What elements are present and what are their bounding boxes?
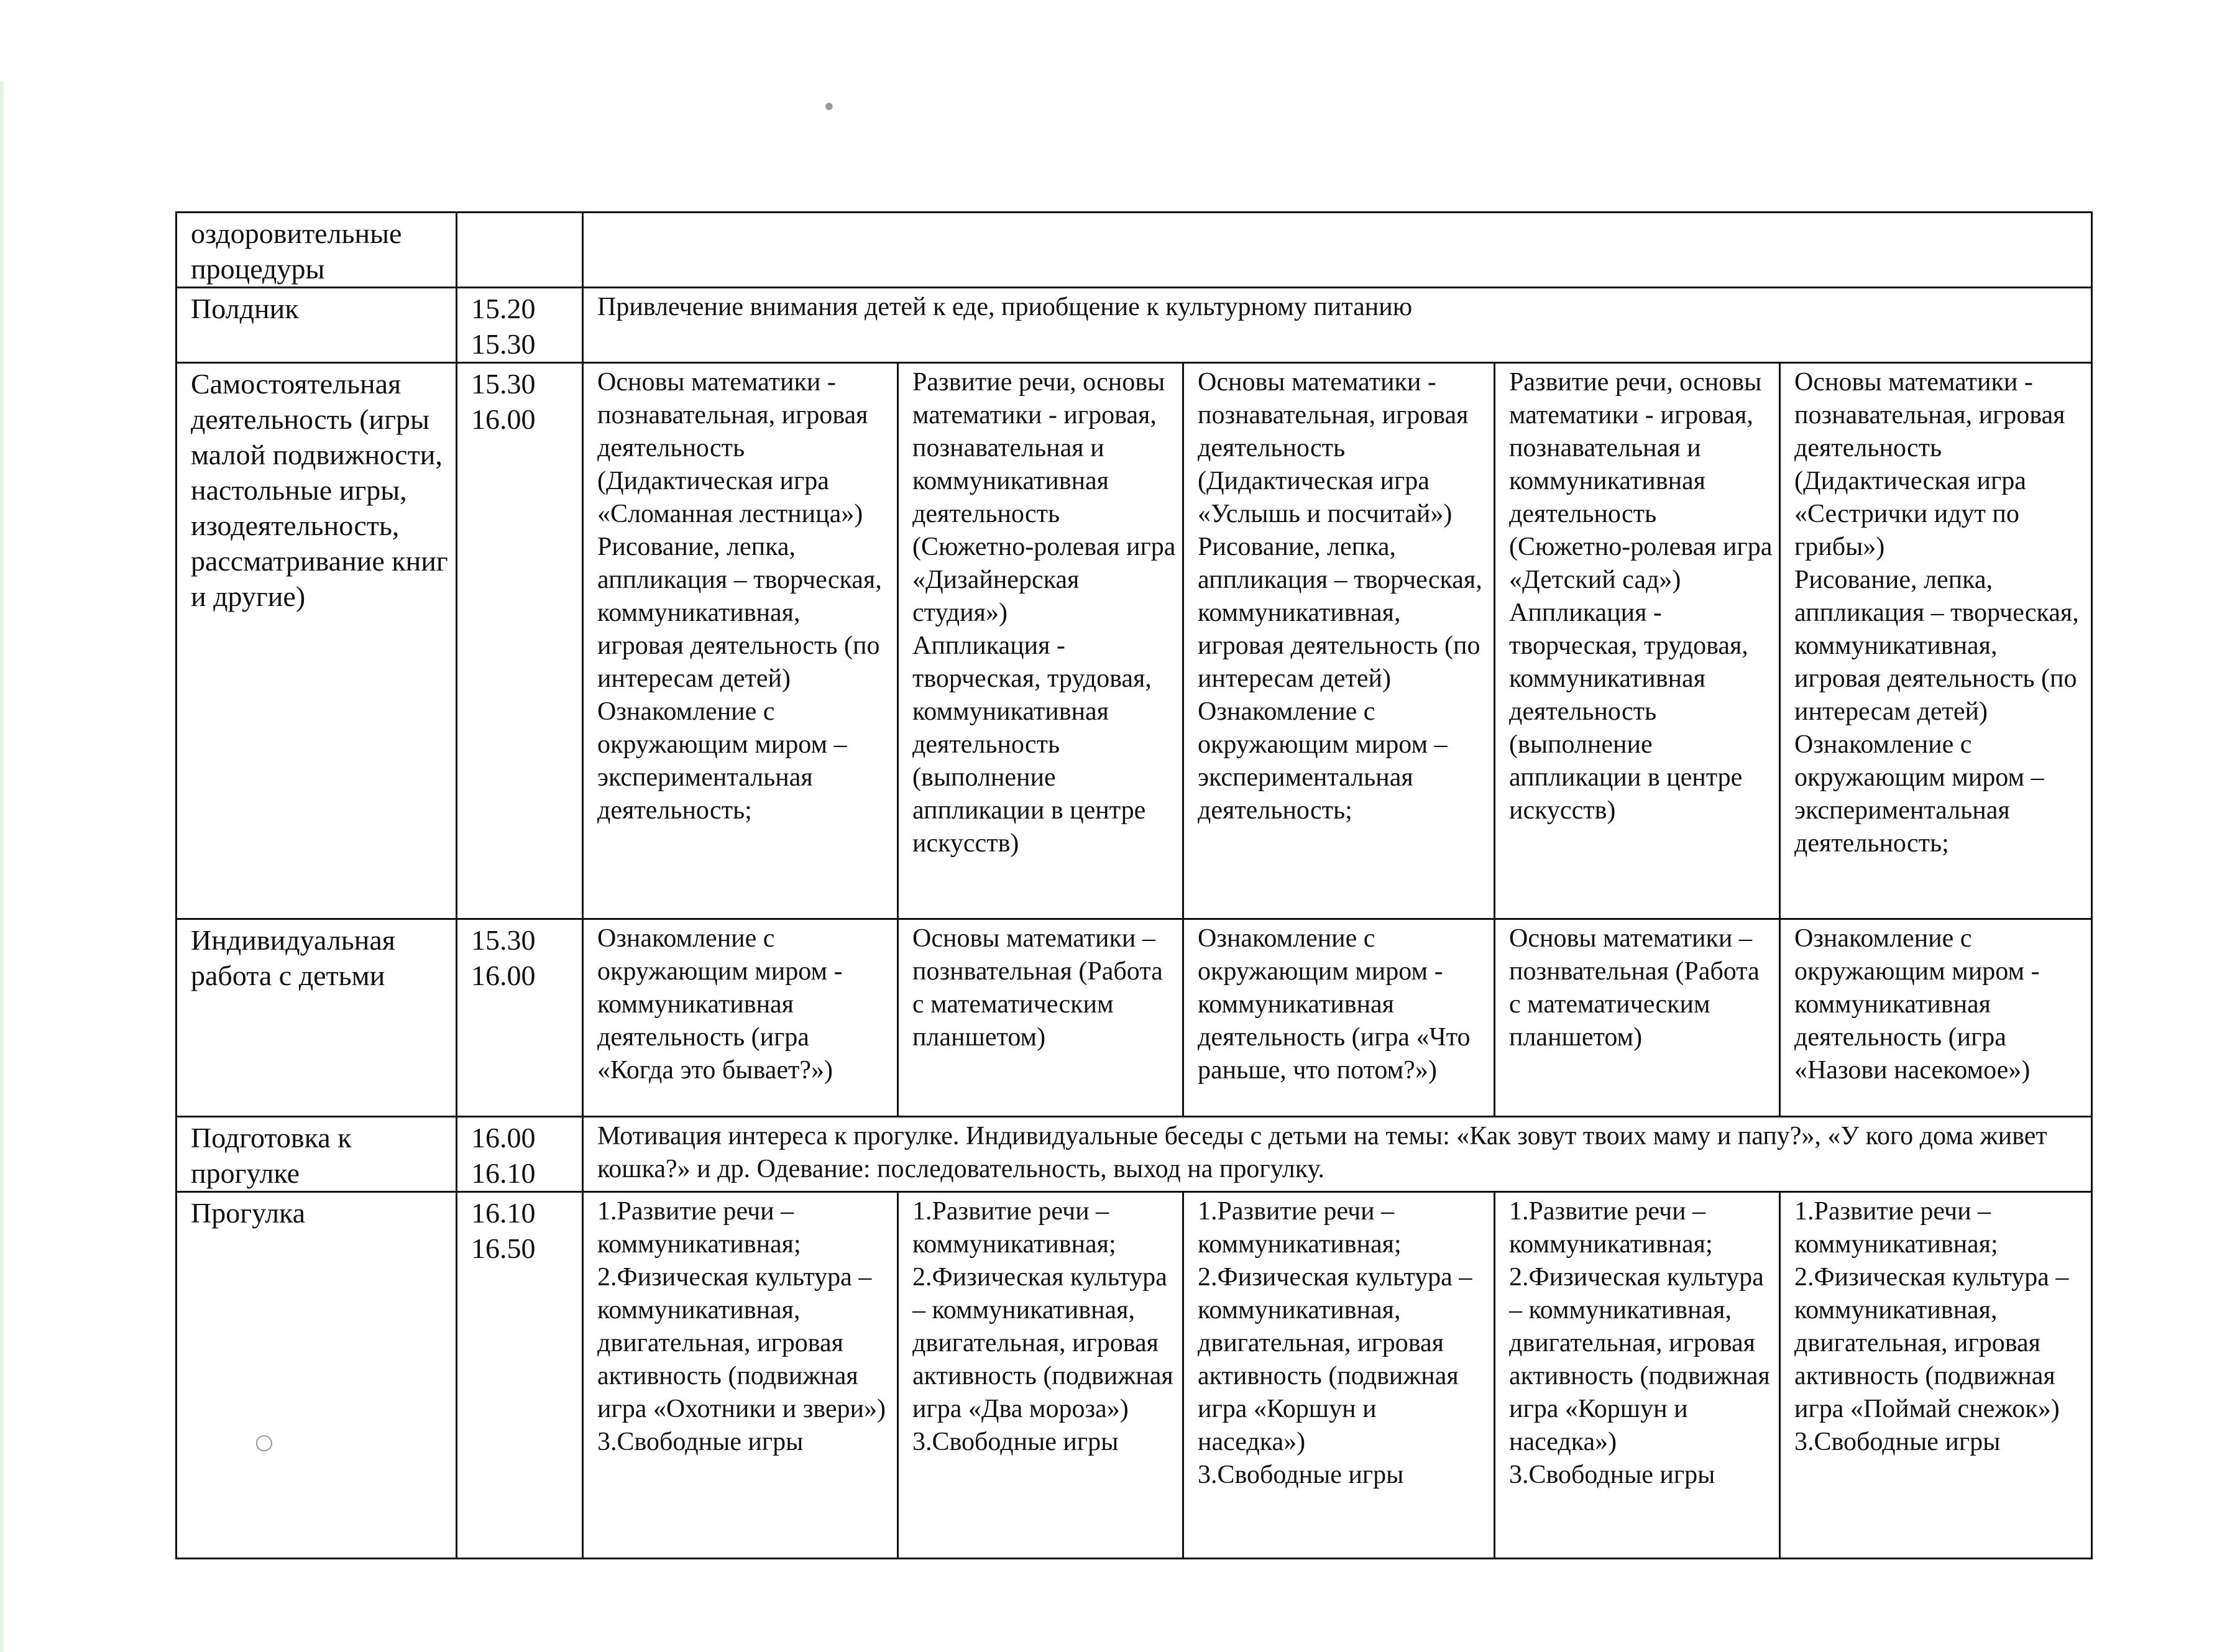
- description-cell: [583, 213, 2092, 288]
- day-cell-4: Развитие речи, основы математики - игровая, познавательная и коммуникативная деятельность (Сюжетно-ролевая игра «Детский сад») Аппликация - творческая, трудовая, коммуникативная деятельность (выполнение аппликации в центре искусств): [1495, 363, 1780, 919]
- day-cell-5: 1.Развитие речи – коммуникативная; 2.Физическая культура – коммуникативная, двигательная, игровая активность (подвижная игра «Поймай снежок») 3.Свободные игры: [1780, 1192, 2092, 1559]
- table-row: [177, 213, 2092, 288]
- table-row: [177, 1192, 2092, 1559]
- day-cell-5: Ознакомление с окружающим миром - коммуникативная деятельность (игра «Назови насекомое»): [1780, 919, 2092, 1117]
- day-cell-1: Основы математики - познавательная, игровая деятельность (Дидактическая игра «Сломанная лестница») Рисование, лепка, аппликация – творческая, коммуникативная, игровая деятельность (по интересам детей) Ознакомление с окружающим миром – экспериментальная деятельность;: [583, 363, 898, 919]
- activity-cell: оздоровительные процедуры: [177, 213, 457, 288]
- description-cell: Мотивация интереса к прогулке. Индивидуальные беседы с детьми на темы: «Как зовут твоих маму и папу?», «У кого дома живет кошка?» и др. Одевание: последовательность, выход на прогулку.: [583, 1117, 2092, 1192]
- table-row: [177, 363, 2092, 919]
- table-row: [177, 919, 2092, 1117]
- day-cell-3: 1.Развитие речи – коммуникативная; 2.Физическая культура – коммуникативная, двигательная, игровая активность (подвижная игра «Коршун и наседка») 3.Свободные игры: [1183, 1192, 1495, 1559]
- day-cell-4: 1.Развитие речи – коммуникативная; 2.Физическая культура – коммуникативная, двигательная, игровая активность (подвижная игра «Коршун и наседка») 3.Свободные игры: [1495, 1192, 1780, 1559]
- day-cell-1: 1.Развитие речи – коммуникативная; 2.Физическая культура – коммуникативная, двигательная, игровая активность (подвижная игра «Охотники и звери») 3.Свободные игры: [583, 1192, 898, 1559]
- scan-mark: •: [822, 93, 837, 122]
- day-cell-3: Основы математики - познавательная, игровая деятельность (Дидактическая игра «Услышь и посчитай») Рисование, лепка, аппликация – творческая, коммуникативная, игровая деятельность (по интересам детей) Ознакомление с окружающим миром – экспериментальная деятельность;: [1183, 363, 1495, 919]
- day-cell-5: Основы математики - познавательная, игровая деятельность (Дидактическая игра «Сестрички идут по грибы») Рисование, лепка, аппликация – творческая, коммуникативная, игровая деятельность (по интересам детей) Ознакомление с окружающим миром – экспериментальная деятельность;: [1780, 363, 2092, 919]
- scan-page-edge: [0, 81, 4, 1652]
- day-cell-2: Основы математики – познвательная (Работа с математическим планшетом): [898, 919, 1183, 1117]
- scan-mark: ○: [255, 1429, 273, 1454]
- time-cell: 16.00 16.10: [457, 1117, 583, 1192]
- activity-cell: Подготовка к прогулке: [177, 1117, 457, 1192]
- activity-cell: Полдник: [177, 288, 457, 363]
- day-cell-3: Ознакомление с окружающим миром - коммуникативная деятельность (игра «Что раньше, что потом?»): [1183, 919, 1495, 1117]
- time-cell: 15.30 16.00: [457, 363, 583, 919]
- table-row: [177, 288, 2092, 363]
- day-cell-2: Развитие речи, основы математики - игровая, познавательная и коммуникативная деятельность (Сюжетно-ролевая игра «Дизайнерская студия») Аппликация - творческая, трудовая, коммуникативная деятельность (выполнение аппликации в центре искусств): [898, 363, 1183, 919]
- daily-schedule-table: [175, 211, 2093, 1559]
- day-cell-4: Основы математики – познвательная (Работа с математическим планшетом): [1495, 919, 1780, 1117]
- activity-cell: Прогулка: [177, 1192, 457, 1559]
- time-cell: [457, 213, 583, 288]
- day-cell-2: 1.Развитие речи – коммуникативная; 2.Физическая культура – коммуникативная, двигательная, игровая активность (подвижная игра «Два мороза») 3.Свободные игры: [898, 1192, 1183, 1559]
- time-cell: 16.10 16.50: [457, 1192, 583, 1559]
- activity-cell: Самостоятельная деятельность (игры малой подвижности, настольные игры, изодеятельность, рассматривание книг и другие): [177, 363, 457, 919]
- activity-cell: Индивидуальная работа с детьми: [177, 919, 457, 1117]
- time-cell: 15.30 16.00: [457, 919, 583, 1117]
- description-cell: Привлечение внимания детей к еде, приобщение к культурному питанию: [583, 288, 2092, 363]
- day-cell-1: Ознакомление с окружающим миром - коммуникативная деятельность (игра «Когда это бывает?»): [583, 919, 898, 1117]
- time-cell: 15.20 15.30: [457, 288, 583, 363]
- table-row: [177, 1117, 2092, 1192]
